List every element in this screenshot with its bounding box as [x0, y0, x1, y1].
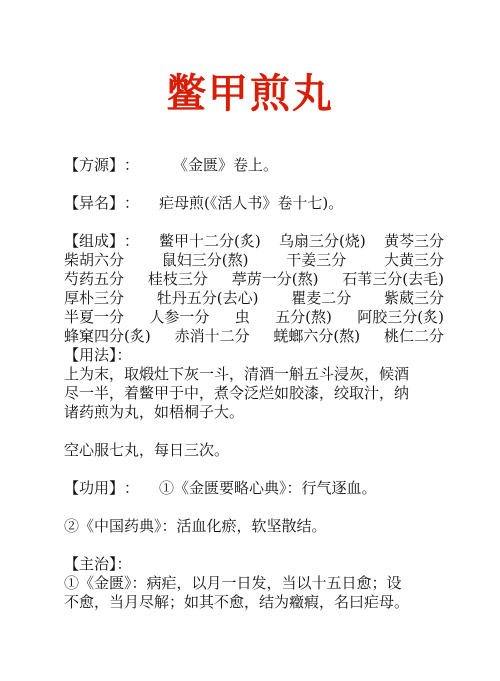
- usage-text-line: 尽一半，着鳖甲于中，煮令泛烂如胶漆，绞取汁，纳: [64, 384, 410, 402]
- function-item: ①《金匮要略心典》：行气逐血。: [159, 479, 377, 497]
- herb-item: 柴胡六分: [64, 251, 125, 269]
- document-body: [64, 156, 444, 612]
- indication-label: 【主治】: [64, 555, 117, 573]
- herb-row: [64, 270, 444, 289]
- usage-heading: [64, 346, 444, 365]
- herb-item: 半夏一分: [64, 308, 125, 326]
- alias-value: 疟母煎(《活人书》卷十七)。: [159, 194, 344, 212]
- herb-item: 蜂窠四分(炙): [64, 327, 151, 345]
- herb-row: [64, 289, 444, 308]
- function-label: 【功用】: [64, 479, 125, 497]
- usage-label: 【用法】: [64, 346, 117, 364]
- usage-colon: ：: [116, 346, 132, 364]
- herb-item: 鼠妇三分(熬): [161, 251, 249, 269]
- herb-item: 紫葳三分: [383, 289, 444, 307]
- herb-item: 瞿麦二分: [291, 289, 352, 307]
- herb-item: 鳖甲十二分(炙): [159, 232, 261, 250]
- source-value: 《金匮》卷上。: [173, 156, 279, 174]
- indication-text-line: ①《金匮》：病疟，以月一日发，当以十五日愈；设: [64, 574, 402, 592]
- source-line: [64, 156, 444, 175]
- page-title: 鳖甲煎丸: [166, 71, 334, 117]
- herb-item: 阿胶三分(炙): [357, 308, 444, 326]
- source-colon: ：: [124, 156, 140, 174]
- function-line: [64, 479, 444, 498]
- herb-row: [64, 308, 444, 327]
- function-item: ②《中国药典》：活血化瘀，软坚散结。: [64, 517, 327, 535]
- composition-line: [64, 232, 444, 251]
- herb-row: [64, 327, 444, 346]
- alias-line: [64, 194, 444, 213]
- herb-item: 黄芩三分: [383, 232, 444, 250]
- herb-item: 牡丹五分(去心): [156, 289, 259, 307]
- herb-item: 葶苈一分(熬): [231, 270, 319, 288]
- alias-label: 【异名】: [64, 194, 125, 212]
- herb-row: [64, 251, 444, 270]
- usage-text-line: 诸药煎为丸，如梧桐子大。: [64, 403, 245, 421]
- herb-item: 乌扇三分(烧): [279, 232, 366, 250]
- dosage-text: 空心服七丸，每日三次。: [64, 441, 230, 459]
- herb-item: 虫: [234, 308, 250, 326]
- herb-item: 大黄三分: [383, 251, 444, 269]
- function-colon: ：: [124, 479, 140, 497]
- herb-item: 干姜三分: [286, 251, 347, 269]
- herb-item: 桂枝三分: [147, 270, 208, 288]
- usage-text-line: 上为末，取煅灶下灰一斗，清酒一斛五斗浸灰，候酒: [64, 365, 410, 383]
- alias-colon: ：: [124, 194, 140, 212]
- herb-item: 五分(熬): [275, 308, 332, 326]
- indication-text-line: 不愈，当月尽解；如其不愈，结为癥瘕，名曰疟母。: [64, 593, 410, 611]
- herb-item: 人参一分: [149, 308, 210, 326]
- herb-item: 赤消十二分: [174, 327, 250, 345]
- herb-item: 芍药五分: [64, 270, 125, 288]
- herb-item: 蜣螂六分(熬): [273, 327, 361, 345]
- composition-colon: ：: [124, 232, 140, 250]
- composition-label: 【组成】: [64, 232, 125, 250]
- herb-item: 石苇三分(去毛): [342, 270, 444, 288]
- herb-item: 厚朴三分: [64, 289, 125, 307]
- indication-heading: [64, 555, 444, 574]
- herb-item: 桃仁二分: [383, 327, 444, 345]
- source-label: 【方源】: [64, 156, 125, 174]
- indication-colon: ：: [116, 555, 132, 573]
